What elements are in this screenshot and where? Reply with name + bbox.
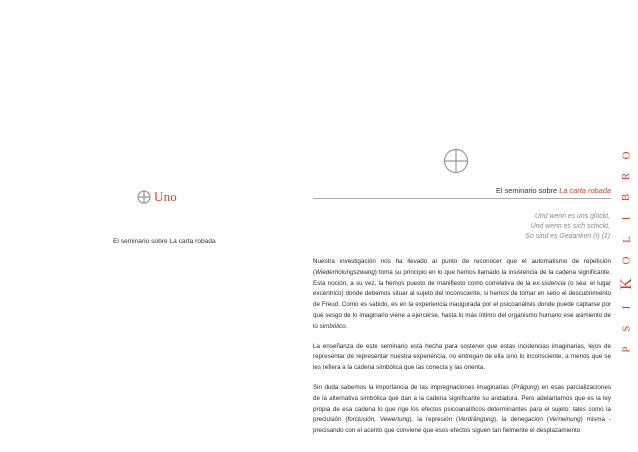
- vertical-letter: B: [620, 193, 633, 202]
- p1-text-b: ) toma su principio en lo que hemos llamado la insistencia de la cadena significante. Esta noción, a su vez, la hemos puesto de manifiesto como correlativa de la: [313, 268, 611, 287]
- epigraph-line: So sind es Gedanken (I) (1): [525, 233, 610, 240]
- header-rule: [313, 198, 611, 199]
- vertical-letter: I: [620, 216, 633, 221]
- p1-text-c: (o sea: el lugar excéntrico) donde debemos situar al sujeto del inconsciente, si hemos de tomar en serio el descubrimiento de Freud. Como es sabido, es en la experiencia inaugurada por el psicoanálisis donde puede captarse por qué sesgo de lo imaginario viene a ejercerse, hasta lo más íntimo del organismo humano ese asimiento de lo: [313, 279, 611, 330]
- vertical-letter: O: [620, 256, 633, 265]
- p3-text-e: ) misma -precisando con el acento que conviene que esos efectos siguen tan fielmente el desplazamiento: [313, 416, 611, 435]
- running-header: [313, 186, 611, 195]
- epigraph-line: Und wenn es uns glückt,: [534, 213, 610, 220]
- epigraph-line: Und wenn es sich schickt,: [530, 223, 610, 230]
- chapter-logo: [137, 189, 177, 205]
- vertical-letter: O: [620, 151, 633, 160]
- p3-em-b: forclusión, Vewertung: [347, 416, 410, 424]
- paragraph-2: La enseñanza de este seminario está hecha para sostener que estas incidencias imaginarias, lejos de representar de representar nuestra experiencia, no entregan de ella sino lo inconsciente, a menos que se les refiera a la cadena simbólica que las conecta y las orienta.: [313, 342, 611, 372]
- paragraph-1: [313, 257, 611, 333]
- body-text: [313, 257, 611, 446]
- vertical-letter: I: [620, 305, 633, 310]
- p3-em-d: Verneinung: [548, 416, 581, 424]
- chapter-word: Uno: [154, 189, 177, 204]
- paragraph-3: [313, 383, 611, 437]
- section-symbol: [443, 148, 469, 179]
- vertical-brand-mark: [620, 150, 634, 355]
- epigraph: [470, 212, 610, 242]
- p3-text-a: Sin duda sabemos la importancia de las impregnaciones imaginarias (: [313, 383, 514, 391]
- p3-em-c: Verdrängung: [458, 416, 495, 424]
- vertical-letter: S: [620, 325, 633, 332]
- vertical-letter: P: [620, 346, 633, 353]
- p3-text-b: ) en esas parcializaciones de la alternativa simbólica que dan a la cadena significante su andadura. Pero adelantamos que es la ley propia de esa cadena lo que rige los efectos psicoanalíticos determinantes para el sujeto: tales como la preclusión (: [313, 383, 611, 424]
- left-subtitle: El seminario sobre La carta robada: [113, 238, 216, 245]
- p1-em-c: simbólico: [319, 322, 346, 330]
- p3-em-a: Prägung: [513, 383, 538, 391]
- p1-text-a: Nuestra investigación nos ha llevado al punto de reconocer que el automatismo de repetición (: [313, 258, 611, 276]
- p1-em-a: Wiederholungszwang: [315, 268, 375, 276]
- vertical-letter: R: [620, 172, 633, 181]
- p1-em-b: ex-sistencia: [532, 279, 566, 287]
- header-title-plain: El seminario sobre: [495, 186, 560, 195]
- p1-text-d: .: [345, 322, 348, 330]
- p3-text-d: ), la denegación (: [494, 416, 549, 424]
- header-title-italic: La carta robada: [559, 186, 611, 195]
- circled-cross-icon: [137, 190, 151, 204]
- vertical-letter: K: [618, 278, 635, 290]
- large-circled-cross-icon: [443, 148, 469, 174]
- vertical-letter: L: [620, 236, 633, 243]
- p3-text-c: ), la represión (: [409, 416, 459, 424]
